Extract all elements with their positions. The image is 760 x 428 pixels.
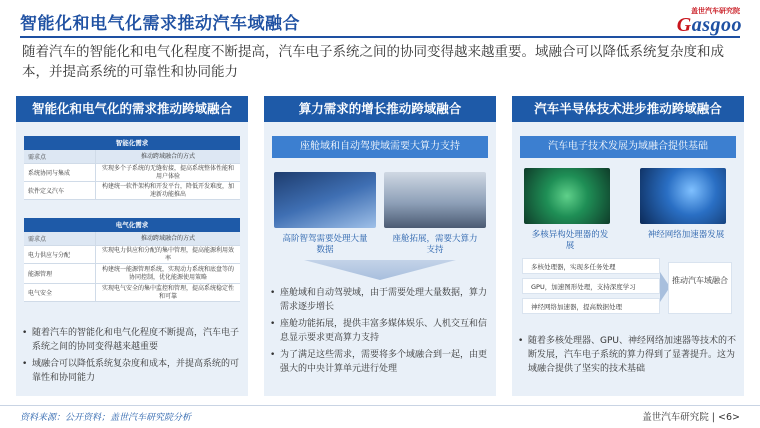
column-body [512,122,744,396]
column-body [16,122,248,396]
page-title: 智能化和电气化需求推动汽车域融合 [20,14,300,34]
chip-label: 神经网络加速器发展 [647,230,725,240]
logo-wordmark: Gasgoo [676,14,742,36]
bullet-list [518,334,738,379]
table-header-cell: 需求点 [24,150,96,163]
intro-text: 随着汽车的智能化和电气化程度不断提高，汽车电子系统之间的协同变得越来越重要。域融合可以降低系统复杂度和成本，并提高系统的可靠性和协同能力 [22,44,724,80]
footer-divider [0,405,760,406]
chip-label: 多核异构处理器的发展 [531,230,609,251]
table-cell: 构建统一能源管理系统，实现动力系统和底盘等的协同控制，优化能源使用策略 [101,265,234,281]
bullet-item: • 随着汽车的智能化和电气化程度不断提高，汽车电子系统之间的协同变得越来越重要 [22,326,242,354]
title-underline [20,36,740,38]
bullet-list [270,286,490,379]
bullet-item: • 随着多核处理器、GPU、神经网络加速器等技术的不断发展，汽车电子系统的算力得到了显著提升。这为域融合提供了坚实的技术基础 [518,334,738,376]
down-arrow [304,260,456,280]
feature-item: 多核处理器，实现多任务处理 [522,258,660,274]
table-cell: 构建统一软件架构和开发平台，降低开发难度，加速新功能推出 [101,182,234,198]
table-row [24,164,240,182]
column-compute-demand [264,96,496,396]
column-heading: 汽车半导体技术进步推动跨域融合 [512,96,744,122]
result-box: 推动汽车域融合 [668,262,732,314]
sub-banner: 汽车电子技术发展为域融合提供基础 [520,136,736,158]
bullet-item: • 域融合可以降低系统复杂度和成本，并提高系统的可靠性和协同能力 [22,357,242,385]
source-note: 资料来源：公开资料；盖世汽车研究院分析 [20,413,192,423]
sub-banner: 座舱域和自动驾驶域需要大算力支持 [272,136,488,158]
feature-item: 神经网络加速器，提高数据处理 [522,298,660,314]
bullet-item: • 为了满足这些需求，需要将多个域融合到一起，由更强大的中央计算单元进行处理 [270,348,490,376]
table-cell: 电气安全 [24,284,96,301]
table-header-cell: 推动跨域融合的方式 [140,152,195,160]
column-semiconductor [512,96,744,396]
autonomous-car-image [274,172,376,228]
table-cell: 实现电力供应和分配的集中管理，提高能源利用效率 [101,246,234,262]
column-heading: 算力需求的增长推动跨域融合 [264,96,496,122]
table-row [24,246,240,264]
table-cell: 能源管理 [24,264,96,283]
feature-item: GPU，加速图形处理，支持深度学习 [522,278,660,294]
column-body [264,122,496,396]
column-heading: 智能化和电气化的需求推动跨域融合 [16,96,248,122]
table-header-row [24,150,240,164]
logo-top-text: 盖世汽车研究院 [691,7,740,15]
table-row [24,182,240,200]
image-caption: 高阶智驾需要处理大量数据 [282,234,368,255]
table-cell: 软件定义汽车 [24,182,96,199]
table-title: 电气化需求 [24,218,240,232]
table-electric-demand [24,218,240,302]
table-row [24,284,240,302]
table-cell: 系统协同与集成 [24,164,96,181]
table-cell: 实现多个子系统的无缝衔接，提高系统整体性能和用户体验 [101,164,234,180]
image-caption: 座舱拓展，需要大算力支持 [392,234,478,255]
table-intelligent-demand [24,136,240,200]
table-title: 智能化需求 [24,136,240,150]
footer-page-label: 盖世汽车研究院 | <6> [642,412,740,423]
table-cell: 实现电气安全的集中监控和管理，提高系统稳定性和可靠 [101,284,234,300]
table-header-cell: 需求点 [24,232,96,245]
column-intelligent-electric [16,96,248,396]
table-header-cell: 推动跨域融合的方式 [140,234,195,242]
bullet-list [22,326,242,388]
table-row [24,264,240,284]
table-cell: 电力供应与分配 [24,246,96,263]
npu-chip-image [640,168,726,224]
gasgoo-logo [622,6,742,38]
processor-chip-image [524,168,610,224]
cockpit-image [384,172,486,228]
table-header-row [24,232,240,246]
bullet-item: • 座舱域和自动驾驶域，由于需要处理大量数据，算力需求逐步增长 [270,286,490,314]
bullet-item: • 座舱功能拓展，提供丰富多媒体娱乐、人机交互和信息显示要求更高算力支持 [270,317,490,345]
